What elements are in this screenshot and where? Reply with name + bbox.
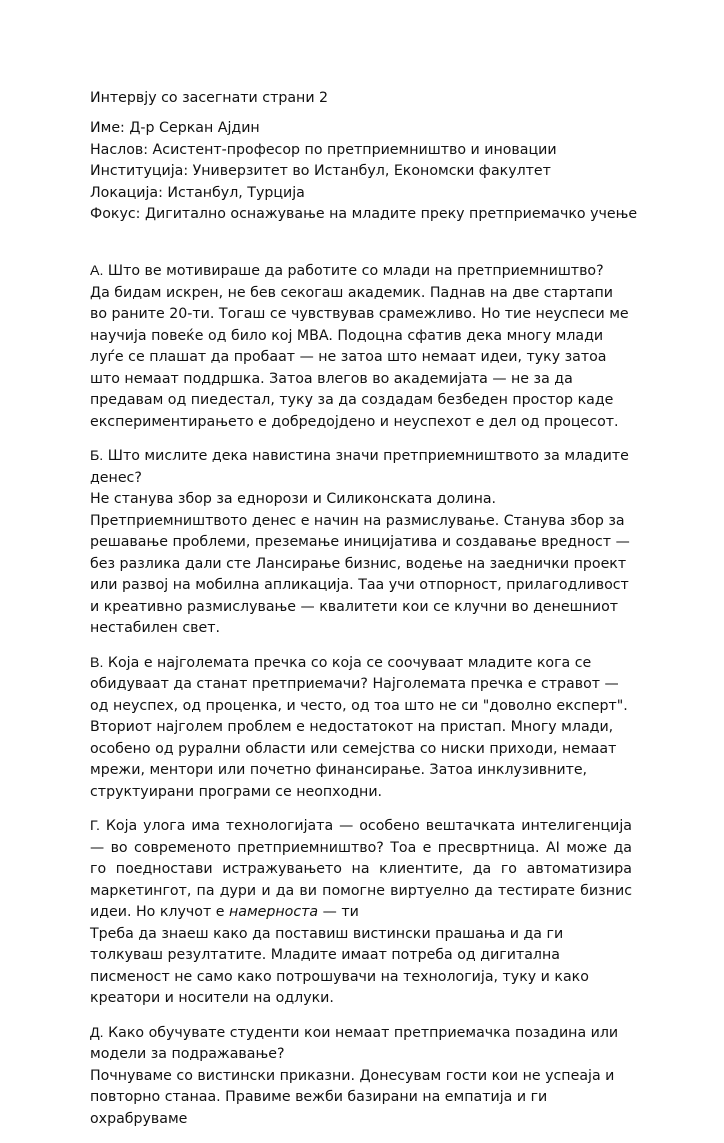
section-answer-emphasis: намерноста [228,904,319,920]
section-letter: Г. [90,818,100,834]
section-letter: В. [90,654,104,671]
section-v [90,653,632,804]
section-letter: Д. [90,1024,104,1041]
meta-location: Локација: Истанбул, Турција [90,184,305,201]
section-question: Што ве мотивираше да работите со млади на претприемништво? [107,263,604,279]
section-letter: Б. [90,448,104,464]
section-answer-part3: Треба да знаеш како да поставиш вистински прашања и да ги толкуваш резултатите. Младите имаат потреба од дигитална писменост не само како потрошувачи на технологија, туку и како креатори и носители на одлуки. [90,925,589,1006]
document-title: Интервју со засегнати страни 2 [90,90,329,106]
section-b [90,446,632,640]
section-answer: Најголемата пречка е стравот — од неуспех, од проценка, и често, од тоа што не си "доволно експерт". Вториот најголем проблем е недостатокот на пристап. Многу млади, особено од рурални области или семејства со ниски приходи, немаат мрежи, ментори или почетно финансирање. Затоа инклузивните, структуирани програми се неопходни. [90,676,628,800]
section-answer: Не станува збор за еднорози и Силиконската долина. Претприемништвото денес е начин на размислување. Станува збор за решавање проблеми, преземање иницијатива и создавање вредност — без разлика дали сте Лансирање бизнис, водење на заеднички проект или развој на мобилна апликација. Таа учи отпорност, прилагодливост и креативно размислување — квалитети кои се клучни во денешниот нестабилен свет. [90,491,630,636]
meta-focus: Фокус: Дигитално оснажување на младите преку претприемачко учење [90,206,638,222]
meta-institution: Институција: Универзитет во Истанбул, Економски факултет [90,163,551,179]
section-question: Која улога има технологијата — особено вештачката интелигенција — во современото претприемништво? [90,818,632,856]
interview-content [90,261,632,1143]
meta-position: Наслов: Асистент-професор по претприемништво и иновации [90,141,557,158]
section-question: Како обучувате студенти кои немаат претприемачка позадина или модели за подражавање? [90,1024,619,1062]
section-answer: Почнуваме со вистински приказни. Донесувам гости кои не успеаја и повторно станаа. Правиме вежби базирани на емпатија и ги охрабруваме [90,1067,615,1127]
section-g [90,816,632,1010]
section-question: Која е најголемата пречка со која се соочуваат младите кога се обидуваат да станат претприемачи? [90,654,592,692]
section-letter: А. [90,263,104,279]
meta-name: Име: Д-р Серкан Ајдин [90,120,260,136]
section-answer: Да бидам искрен, не бев секогаш академик. Паднав на две стартапи во раните 20-ти. Тогаш се чувствував срамежливо. Но тие неуспеси ме научија повеќе од било кој MBA. Подоцна сфатив дека многу млади луѓе се плашат да пробаат — не затоа што немаат идеи, туку затоа што немаат поддршка. Затоа влегов во академијата — не за да предавам од пиедестал, туку за да создадам безбеден простор каде експериментирањето е добредојдено и неуспехот е дел од процесот. [90,284,629,430]
section-d [90,1023,632,1131]
section-a [90,261,632,433]
section-answer-part1: Тоа е пресвртница. AI може да го поедностави истражувањето на клиентите, да го автоматизира маркетингот, па дури и да ви помогне виртуелно да тестирате бизнис идеи. Но клучот е [90,839,632,920]
section-answer-part2: — ти [322,904,359,920]
section-question: Што мислите дека навистина значи претприемништвото за младите денес? [90,448,629,486]
interviewee-info [90,118,637,226]
section-g-paragraph [90,816,632,924]
